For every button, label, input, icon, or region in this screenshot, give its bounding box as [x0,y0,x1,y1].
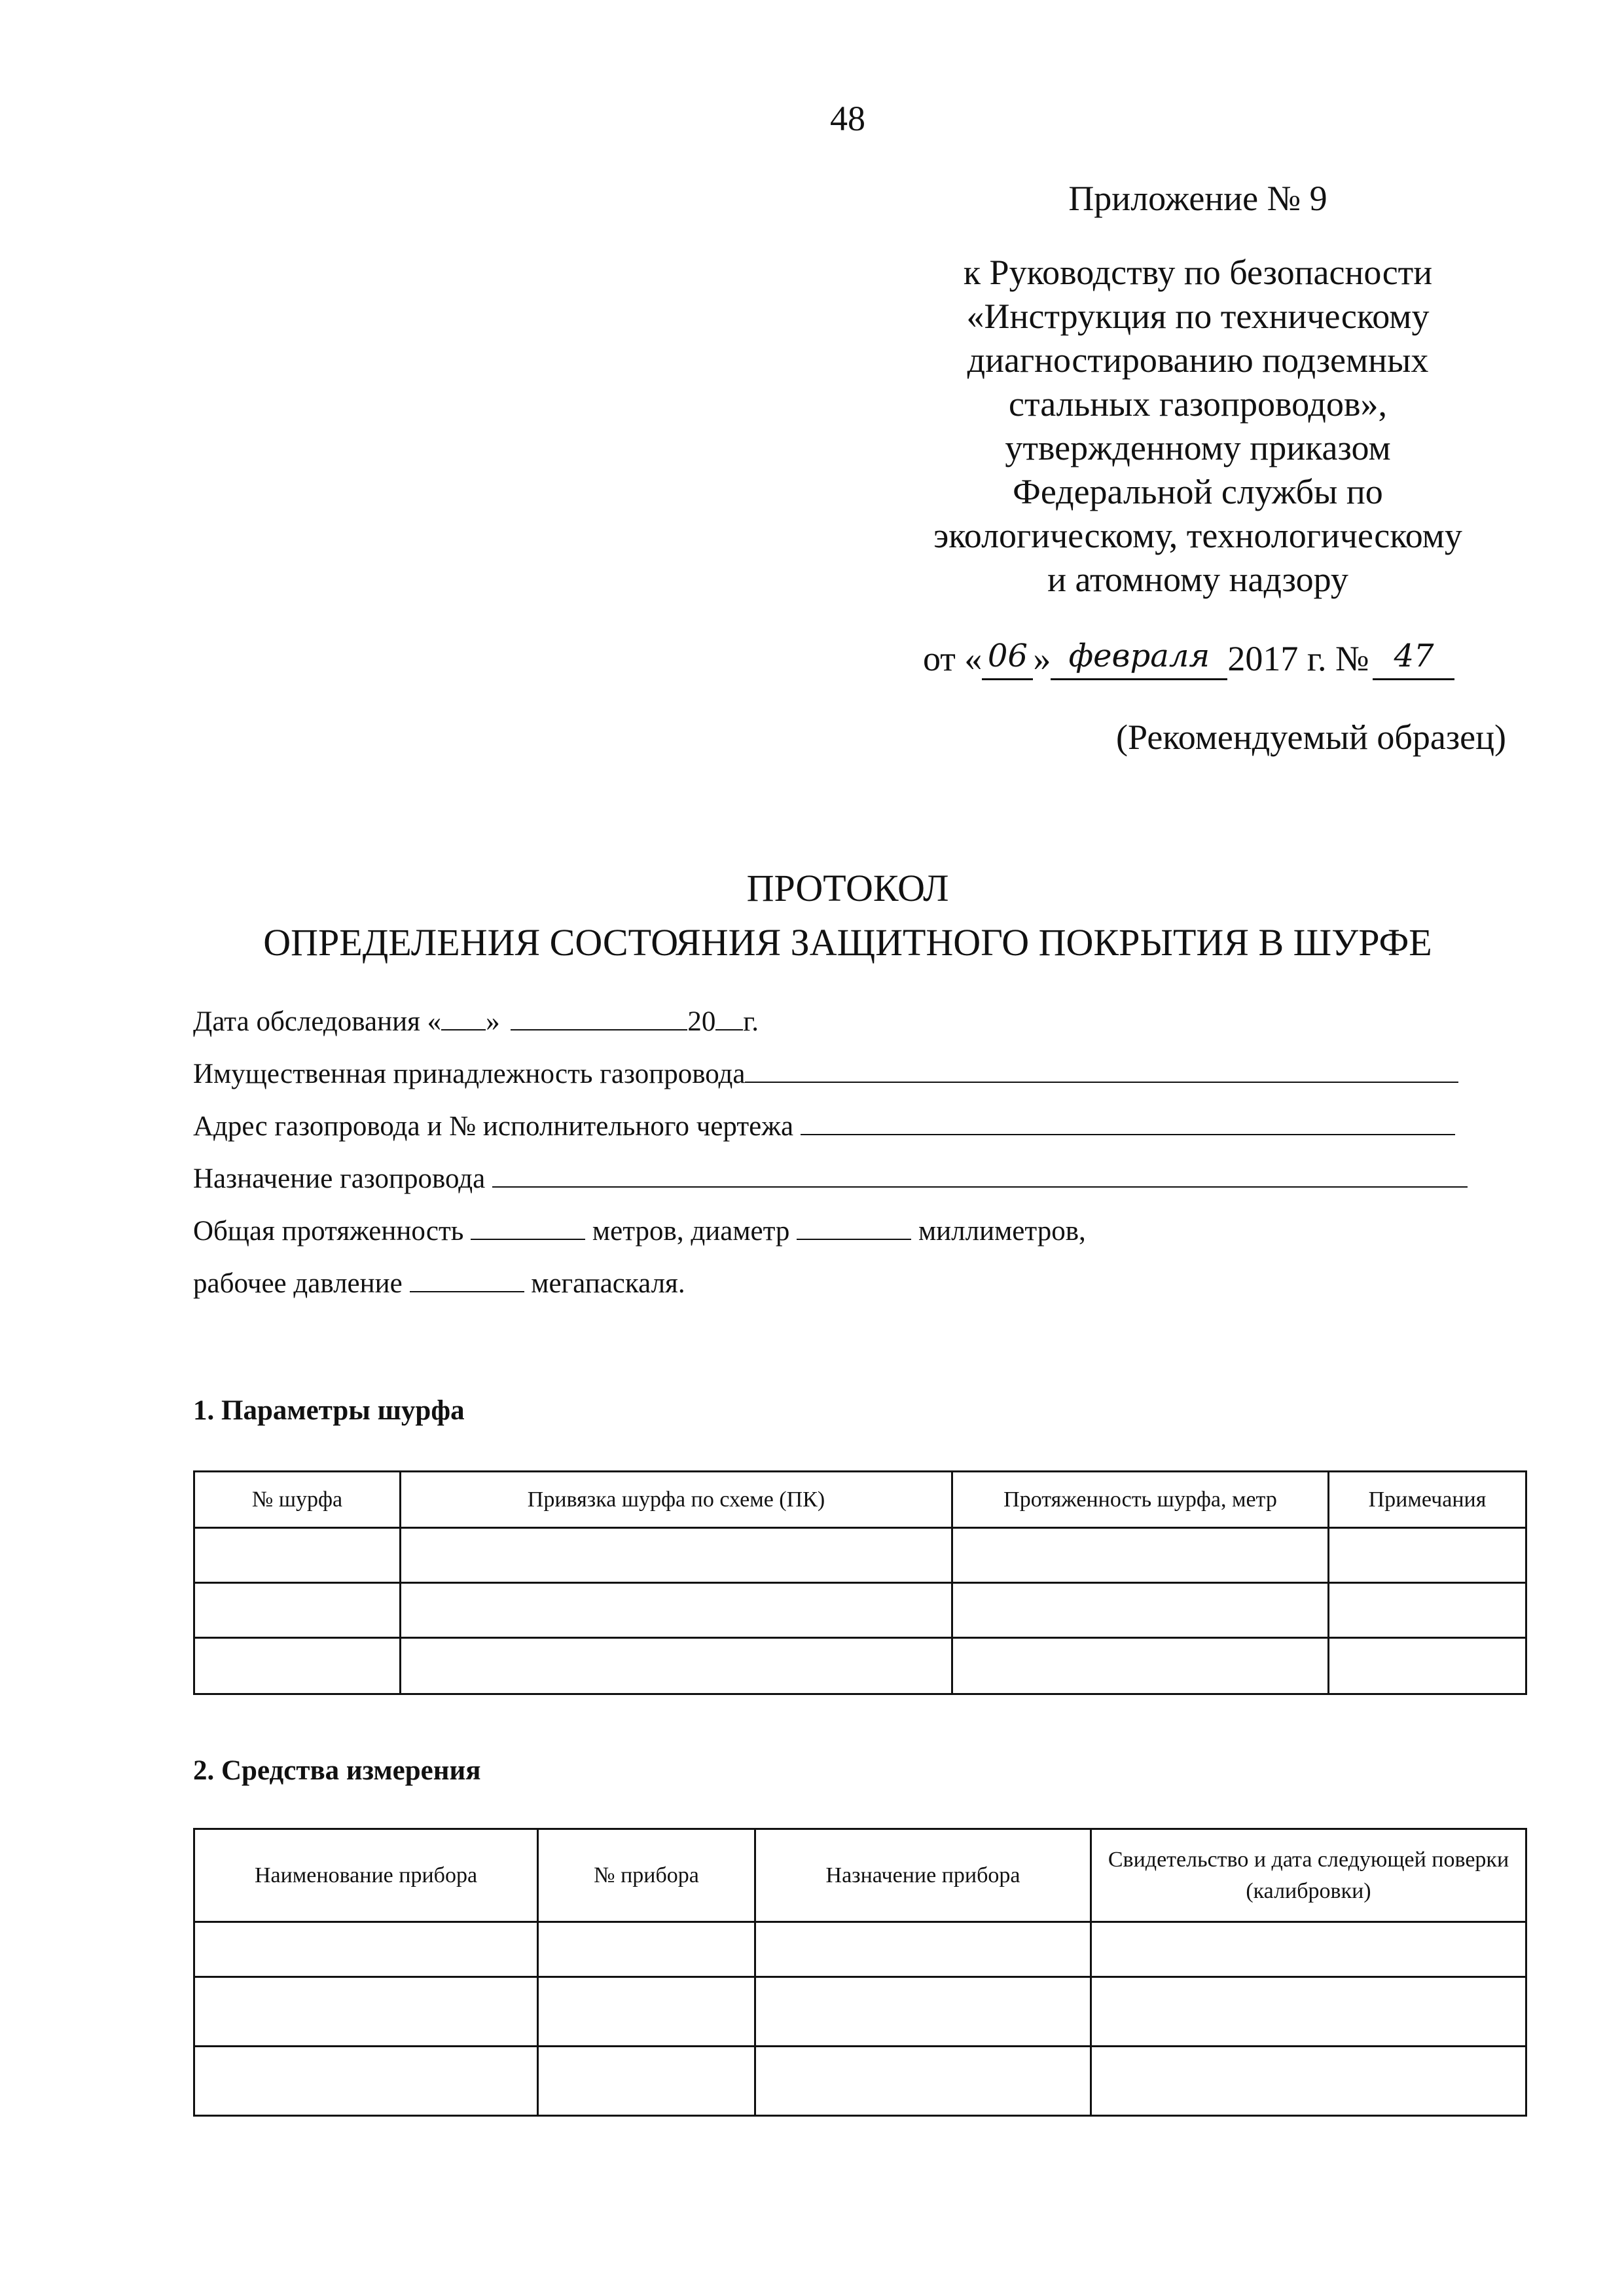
appendix-line: «Инструкция по техническому [966,297,1430,336]
table-cell[interactable] [1091,1922,1526,1977]
purpose-line [193,1163,1468,1195]
column-header: Наименование прибора [194,1829,538,1922]
table-row [194,1528,1526,1583]
address-line [193,1110,1455,1142]
table-row [194,1638,1526,1694]
pressure-unit: мегапаскаля. [531,1268,685,1299]
diameter-blank[interactable] [797,1215,911,1240]
table-header-row [194,1472,1526,1528]
appendix-line: Федеральной службы по [1013,472,1383,511]
length-blank[interactable] [471,1215,585,1240]
table-row [194,2047,1526,2116]
appendix-reference [871,251,1525,602]
appendix-line: диагностированию подземных [967,340,1429,380]
appendix-line: и атомному надзору [1047,560,1348,599]
exam-month-blank[interactable] [511,1006,687,1030]
order-month-handwritten: февраля [1068,638,1210,674]
table-cell[interactable] [1091,1977,1526,2047]
pressure-line [193,1267,685,1300]
purpose-label: Назначение газопровода [193,1163,486,1194]
column-header: Свидетельство и дата следующей поверки (калибровки) [1091,1829,1526,1922]
appendix-line: экологическому, технологическому [933,516,1462,555]
table-cell[interactable] [755,1922,1091,1977]
measuring-instruments-table [193,1828,1527,2117]
table-header-row [194,1829,1526,1922]
exam-date-year: 20 [687,1006,716,1037]
table-cell[interactable] [1329,1528,1526,1583]
table-cell[interactable] [1329,1583,1526,1638]
table-cell[interactable] [952,1638,1329,1694]
table-cell[interactable] [194,2047,538,2116]
column-header: Привязка шурфа по схеме (ПК) [401,1472,952,1528]
appendix-line: стальных газопроводов», [1009,384,1387,424]
column-header: № шурфа [194,1472,401,1528]
table-row [194,1977,1526,2047]
table-cell[interactable] [194,1583,401,1638]
table-cell[interactable] [755,2047,1091,2116]
address-label: Адрес газопровода и № исполнительного чертежа [193,1111,794,1142]
order-date-mid: » [1033,639,1051,678]
appendix-line: утвержденному приказом [1005,428,1391,467]
pit-parameters-table [193,1470,1527,1695]
order-day-handwritten: 06 [987,638,1028,674]
length-label: Общая протяженность [193,1216,464,1247]
page-number: 48 [830,99,865,138]
length-unit: метров, диаметр [592,1216,790,1247]
column-header: Примечания [1329,1472,1526,1528]
order-number-field [1373,638,1454,680]
appendix-line: к Руководству по безопасности [963,253,1433,292]
column-header: № прибора [538,1829,755,1922]
table-cell[interactable] [952,1528,1329,1583]
pressure-label: рабочее давление [193,1268,403,1299]
recommended-sample-note: (Рекомендуемый образец) [1116,718,1506,757]
exam-date-label: Дата обследования « [193,1006,442,1037]
order-day-field [982,638,1033,680]
diameter-unit: миллиметров, [918,1216,1086,1247]
table-cell[interactable] [194,1922,538,1977]
table-cell[interactable] [755,1977,1091,2047]
exam-year-blank[interactable] [715,1006,743,1030]
table-cell[interactable] [194,1638,401,1694]
table-row [194,1922,1526,1977]
ownership-line [193,1058,1458,1090]
table-cell[interactable] [1091,2047,1526,2116]
order-year-text: 2017 г. № [1227,639,1369,678]
purpose-blank[interactable] [492,1163,1468,1188]
exam-date-mid: » [486,1006,500,1037]
ownership-label: Имущественная принадлежность газопровода [193,1059,746,1089]
column-header: Протяженность шурфа, метр [952,1472,1329,1528]
address-blank[interactable] [801,1110,1455,1135]
table-cell[interactable] [401,1528,952,1583]
section1-heading: 1. Параметры шурфа [193,1395,465,1426]
column-header: Назначение прибора [755,1829,1091,1922]
order-date-prefix: от « [923,639,983,678]
length-diameter-line [193,1215,1086,1247]
table-cell[interactable] [401,1583,952,1638]
order-month-field [1051,638,1227,680]
table-row [194,1583,1526,1638]
exam-day-blank[interactable] [441,1006,486,1030]
table-cell[interactable] [194,1528,401,1583]
table-cell[interactable] [538,1922,755,1977]
table-cell[interactable] [538,1977,755,2047]
protocol-subtitle: ОПРЕДЕЛЕНИЯ СОСТОЯНИЯ ЗАЩИТНОГО ПОКРЫТИЯ В ШУРФЕ [263,921,1432,964]
table-cell[interactable] [538,2047,755,2116]
order-date-line [923,638,1454,680]
table-cell[interactable] [1329,1638,1526,1694]
table-cell[interactable] [194,1977,538,2047]
appendix-title: Приложение № 9 [1068,179,1327,218]
exam-date-suffix: г. [743,1006,759,1037]
ownership-blank[interactable] [745,1058,1458,1083]
protocol-title: ПРОТОКОЛ [746,867,949,909]
table-cell[interactable] [401,1638,952,1694]
section2-heading: 2. Средства измерения [193,1755,481,1786]
pressure-blank[interactable] [410,1267,524,1292]
exam-date-line [193,1006,759,1038]
table-cell[interactable] [952,1583,1329,1638]
order-number-handwritten: 47 [1394,638,1434,674]
